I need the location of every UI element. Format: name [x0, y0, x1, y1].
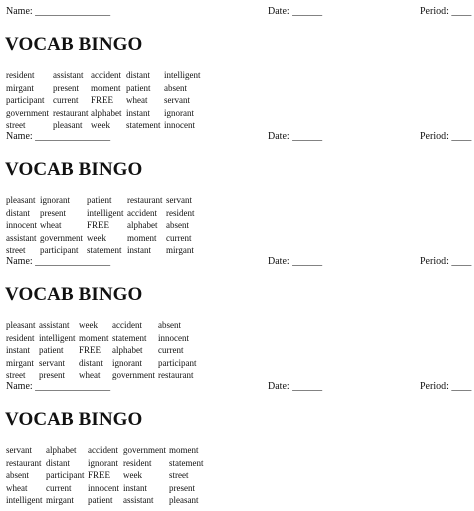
grid-word: restaurant	[6, 457, 42, 468]
grid-word: mirgant	[46, 495, 74, 506]
grid-word: wheat	[79, 370, 101, 381]
grid-word: servant	[39, 357, 65, 368]
grid-word: mirgant	[166, 245, 194, 256]
sheet-title: VOCAB BINGO	[5, 284, 143, 305]
date-field-label: Date: ______	[268, 6, 323, 17]
date-field-label: Date: ______	[268, 381, 323, 392]
grid-word: street	[6, 245, 26, 256]
grid-word: patient	[126, 82, 151, 93]
grid-word: intelligent	[39, 332, 76, 343]
grid-word: FREE	[91, 95, 114, 106]
grid-word: mirgant	[6, 82, 34, 93]
grid-word: current	[158, 345, 184, 356]
sheet-header	[0, 380, 474, 394]
grid-word: participant	[46, 470, 85, 481]
date-field-label: Date: ______	[268, 256, 323, 267]
grid-word: resident	[166, 207, 195, 218]
grid-word: absent	[164, 82, 187, 93]
grid-word: instant	[126, 107, 150, 118]
period-field-label: Period: ____	[420, 256, 472, 267]
grid-word: pleasant	[6, 320, 36, 330]
grid-word: present	[40, 207, 66, 218]
grid-word: pleasant	[53, 120, 83, 131]
date-field-label: Date: ______	[268, 131, 323, 142]
grid-word: alphabet	[91, 107, 122, 118]
grid-word: current	[53, 95, 79, 106]
grid-word: participant	[40, 245, 79, 256]
grid-word: current	[166, 232, 192, 243]
grid-word: government	[112, 370, 155, 381]
grid-word: moment	[169, 445, 199, 455]
grid-word: patient	[39, 345, 64, 356]
bingo-sheet	[0, 130, 474, 255]
grid-word: assistant	[53, 70, 84, 80]
grid-word: statement	[112, 332, 147, 343]
sheet-header	[0, 5, 474, 19]
grid-word: distant	[46, 457, 70, 468]
grid-word: statement	[87, 245, 122, 256]
grid-word: present	[169, 482, 195, 493]
period-field-label: Period: ____	[420, 381, 472, 392]
grid-word: innocent	[158, 332, 189, 343]
grid-word: pleasant	[6, 195, 36, 205]
grid-word: alphabet	[112, 345, 143, 356]
grid-word: servant	[166, 195, 192, 205]
grid-word: moment	[79, 332, 109, 343]
grid-word: absent	[6, 470, 29, 481]
grid-word: ignorant	[40, 195, 70, 205]
grid-word: resident	[6, 70, 35, 80]
grid-word: government	[6, 107, 49, 118]
grid-word: intelligent	[164, 70, 201, 80]
grid-word: accident	[127, 207, 157, 218]
bingo-sheet	[0, 5, 474, 130]
grid-word: mirgant	[6, 357, 34, 368]
grid-word: instant	[127, 245, 151, 256]
grid-word: ignorant	[88, 457, 118, 468]
grid-word: week	[87, 232, 106, 243]
grid-word: restaurant	[53, 107, 89, 118]
grid-word: FREE	[79, 345, 102, 356]
grid-word: distant	[126, 70, 150, 80]
grid-word: restaurant	[158, 370, 194, 381]
grid-word: assistant	[39, 320, 70, 330]
grid-word: statement	[169, 457, 204, 468]
grid-word: servant	[164, 95, 190, 106]
name-field-label: Name: _______________	[6, 131, 111, 142]
grid-word: moment	[127, 232, 157, 243]
grid-word: government	[123, 445, 166, 455]
grid-word: intelligent	[87, 207, 124, 218]
grid-word: absent	[158, 320, 181, 330]
grid-word: current	[46, 482, 72, 493]
grid-word: wheat	[40, 220, 62, 231]
grid-word: alphabet	[127, 220, 158, 231]
name-field-label: Name: _______________	[6, 381, 111, 392]
grid-word: FREE	[88, 470, 111, 481]
grid-word: patient	[88, 495, 113, 506]
grid-word: government	[40, 232, 83, 243]
name-field-label: Name: _______________	[6, 256, 111, 267]
grid-word: innocent	[88, 482, 119, 493]
grid-word: street	[6, 370, 26, 381]
grid-word: intelligent	[6, 495, 43, 506]
sheet-header	[0, 255, 474, 269]
grid-word: assistant	[123, 495, 154, 506]
grid-word: street	[6, 120, 26, 131]
sheet-header	[0, 130, 474, 144]
grid-word: resident	[6, 332, 35, 343]
grid-word: street	[169, 470, 189, 481]
grid-word: statement	[126, 120, 161, 131]
grid-word: present	[53, 82, 79, 93]
grid-word: accident	[112, 320, 142, 330]
grid-word: moment	[91, 82, 121, 93]
grid-word: present	[39, 370, 65, 381]
grid-word: assistant	[6, 232, 37, 243]
period-field-label: Period: ____	[420, 131, 472, 142]
grid-word: accident	[88, 445, 118, 455]
grid-word: week	[123, 470, 142, 481]
grid-word: restaurant	[127, 195, 163, 205]
grid-word: week	[79, 320, 98, 330]
name-field-label: Name: _______________	[6, 6, 111, 17]
grid-word: absent	[166, 220, 189, 231]
sheet-title: VOCAB BINGO	[5, 34, 143, 55]
grid-word: patient	[87, 195, 112, 205]
grid-word: innocent	[164, 120, 195, 131]
grid-word: resident	[123, 457, 152, 468]
grid-word: accident	[91, 70, 121, 80]
grid-word: innocent	[6, 220, 37, 231]
grid-word: FREE	[87, 220, 110, 231]
grid-word: participant	[158, 357, 197, 368]
grid-word: servant	[6, 445, 32, 455]
grid-word: distant	[79, 357, 103, 368]
grid-word: distant	[6, 207, 30, 218]
grid-word: participant	[6, 95, 45, 106]
grid-word: ignorant	[112, 357, 142, 368]
grid-word: wheat	[126, 95, 148, 106]
grid-word: pleasant	[169, 495, 199, 506]
grid-word: week	[91, 120, 110, 131]
grid-word: alphabet	[46, 445, 77, 455]
sheet-title: VOCAB BINGO	[5, 409, 143, 430]
period-field-label: Period: ____	[420, 6, 472, 17]
grid-word: ignorant	[164, 107, 194, 118]
grid-word: instant	[6, 345, 30, 356]
bingo-sheet	[0, 255, 474, 380]
bingo-sheet	[0, 380, 474, 505]
grid-word: instant	[123, 482, 147, 493]
sheet-title: VOCAB BINGO	[5, 159, 143, 180]
grid-word: wheat	[6, 482, 28, 493]
